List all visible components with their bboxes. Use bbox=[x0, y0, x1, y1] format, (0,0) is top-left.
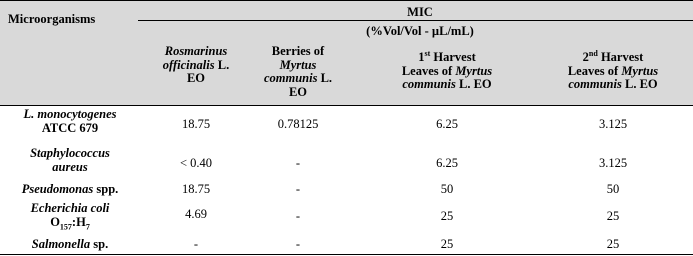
row-organism-l-monocytogenes: L. monocytogenes ATCC 679 bbox=[23, 107, 117, 135]
cell-r3-first-harvest: 50 bbox=[440, 182, 454, 196]
row-organism-pseudomonas: Pseudomonas spp. bbox=[21, 182, 119, 196]
header-mic: MIC bbox=[407, 5, 433, 19]
row-organism-salmonella: Salmonella sp. bbox=[31, 237, 109, 251]
col-header-rosmarinus: Rosmarinus officinalis L. EO bbox=[162, 44, 230, 85]
cell-r1-second-harvest: 3.125 bbox=[598, 117, 628, 131]
cell-r3-second-harvest: 50 bbox=[606, 182, 620, 196]
header-bottom-rule bbox=[0, 105, 693, 106]
cell-r2-berries: - bbox=[295, 156, 301, 170]
col-header-first-harvest: 1st Harvest Leaves of Myrtus communis L. EO bbox=[401, 48, 493, 91]
col-header-second-harvest: 2nd Harvest Leaves of Myrtus communis L. EO bbox=[567, 48, 659, 91]
mic-underline-rule bbox=[138, 20, 693, 21]
table-bottom-rule bbox=[0, 254, 693, 255]
cell-r5-rosmarinus: - bbox=[193, 237, 199, 251]
row-organism-staphylococcus: Staphylococcus aureus bbox=[30, 146, 110, 174]
cell-r2-rosmarinus: < 0.40 bbox=[179, 156, 213, 170]
cell-r5-berries: - bbox=[295, 237, 301, 251]
cell-r2-second-harvest: 3.125 bbox=[598, 156, 628, 170]
cell-r3-berries: - bbox=[295, 182, 301, 196]
cell-r5-first-harvest: 25 bbox=[440, 237, 454, 251]
cell-r1-berries: 0.78125 bbox=[277, 117, 319, 131]
cell-r1-first-harvest: 6.25 bbox=[436, 117, 458, 131]
table-top-rule bbox=[0, 0, 693, 1]
cell-r4-berries: - bbox=[295, 209, 301, 223]
header-unit: (%Vol/Vol - µL/mL) bbox=[366, 24, 474, 38]
cell-r4-rosmarinus: 4.69 bbox=[185, 207, 207, 221]
cell-r5-second-harvest: 25 bbox=[606, 237, 620, 251]
row-organism-echerichia-coli: Echerichia coli $O_{157}:H_7$ bbox=[30, 201, 110, 231]
cell-r2-first-harvest: 6.25 bbox=[436, 156, 458, 170]
col-header-berries: Berries of Myrtus communis L. EO bbox=[263, 44, 333, 99]
cell-r1-rosmarinus: 18.75 bbox=[181, 117, 211, 131]
cell-r3-rosmarinus: 18.75 bbox=[181, 182, 211, 196]
header-microorganisms: Microorganisms bbox=[8, 12, 96, 26]
cell-r4-first-harvest: 25 bbox=[440, 209, 454, 223]
cell-r4-second-harvest: 25 bbox=[606, 209, 620, 223]
